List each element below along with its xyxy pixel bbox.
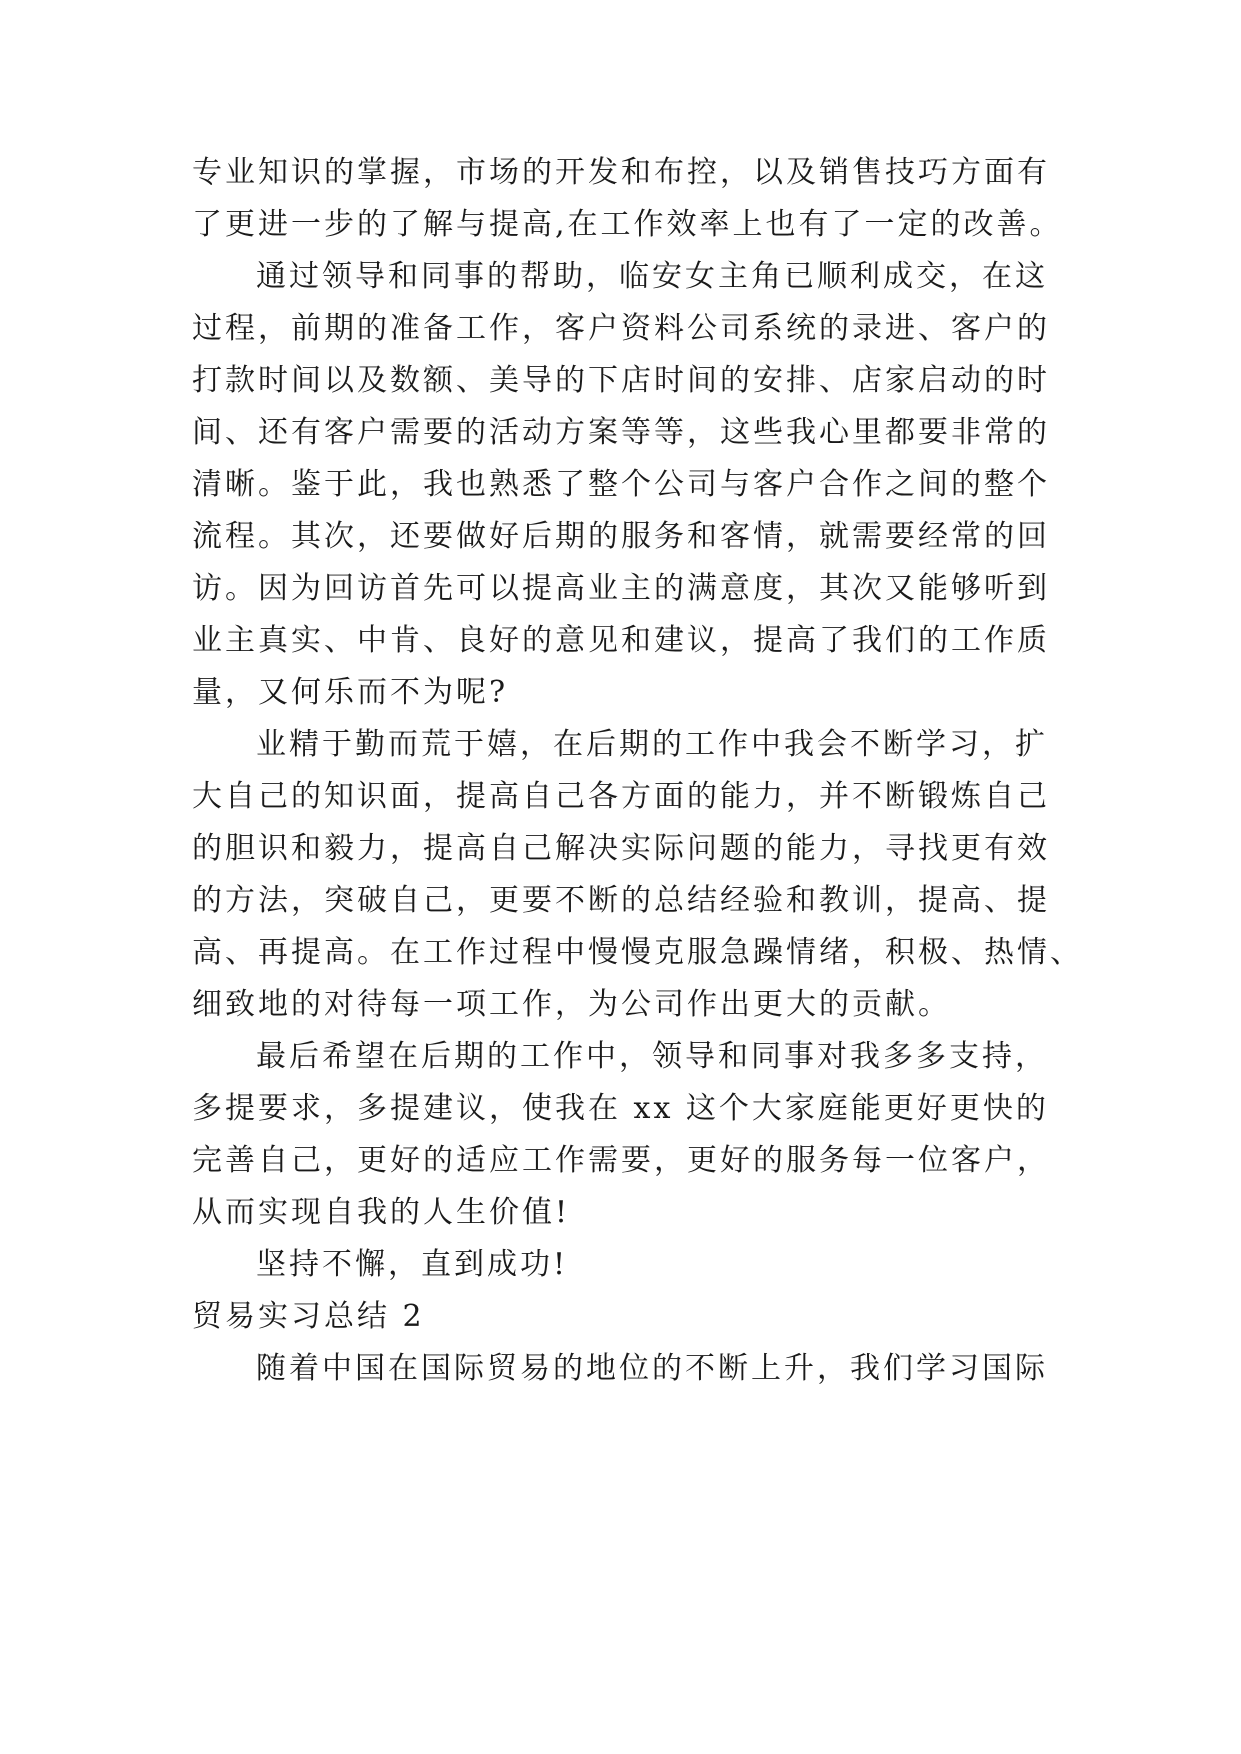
section-heading: 贸易实习总结 2 bbox=[192, 1299, 425, 1334]
paragraph-first-line: 业精于勤而荒于嬉，在后期的工作中我会不断学习，扩 bbox=[256, 727, 1048, 762]
text-line: 专业知识的掌握，市场的开发和布控，以及销售技巧方面有 bbox=[192, 155, 1050, 190]
text-line: 清晰。鉴于此，我也熟悉了整个公司与客户合作之间的整个 bbox=[192, 467, 1050, 502]
text-line: 完善自己，更好的适应工作需要，更好的服务每一位客户， bbox=[192, 1143, 1050, 1178]
text-line: 量，又何乐而不为呢? bbox=[192, 675, 509, 710]
text-line: 流程。其次，还要做好后期的服务和客情，就需要经常的回 bbox=[192, 519, 1050, 554]
text-line: 的胆识和毅力，提高自己解决实际问题的能力，寻找更有效 bbox=[192, 831, 1050, 866]
text-line: 打款时间以及数额、美导的下店时间的安排、店家启动的时 bbox=[192, 363, 1050, 398]
text-line: 从而实现自我的人生价值! bbox=[192, 1195, 571, 1230]
text-line: 大自己的知识面，提高自己各方面的能力，并不断锻炼自己 bbox=[192, 779, 1050, 814]
text-line: 多提要求，多提建议，使我在 xx 这个大家庭能更好更快的 bbox=[192, 1091, 1049, 1126]
paragraph-first-line: 通过领导和同事的帮助，临安女主角已顺利成交，在这 bbox=[256, 259, 1048, 294]
text-line: 高、再提高。在工作过程中慢慢克服急躁情绪，积极、热情、 bbox=[192, 935, 1083, 970]
text-line: 间、还有客户需要的活动方案等等，这些我心里都要非常的 bbox=[192, 415, 1050, 450]
text-line: 的方法，突破自己，更要不断的总结经验和教训，提高、提 bbox=[192, 883, 1050, 918]
text-line: 业主真实、中肯、良好的意见和建议，提高了我们的工作质 bbox=[192, 623, 1050, 658]
text-line: 访。因为回访首先可以提高业主的满意度，其次又能够听到 bbox=[192, 571, 1050, 606]
paragraph-first-line: 随着中国在国际贸易的地位的不断上升，我们学习国际 bbox=[256, 1351, 1048, 1386]
text-line: 了更进一步的了解与提高,在工作效率上也有了一定的改善。 bbox=[192, 207, 1063, 242]
paragraph-first-line: 最后希望在后期的工作中，领导和同事对我多多支持， bbox=[256, 1039, 1048, 1074]
text-line: 细致地的对待每一项工作，为公司作出更大的贡献。 bbox=[192, 987, 951, 1022]
paragraph-first-line: 坚持不懈，直到成功! bbox=[256, 1247, 569, 1282]
text-line: 过程，前期的准备工作，客户资料公司系统的录进、客户的 bbox=[192, 311, 1050, 346]
